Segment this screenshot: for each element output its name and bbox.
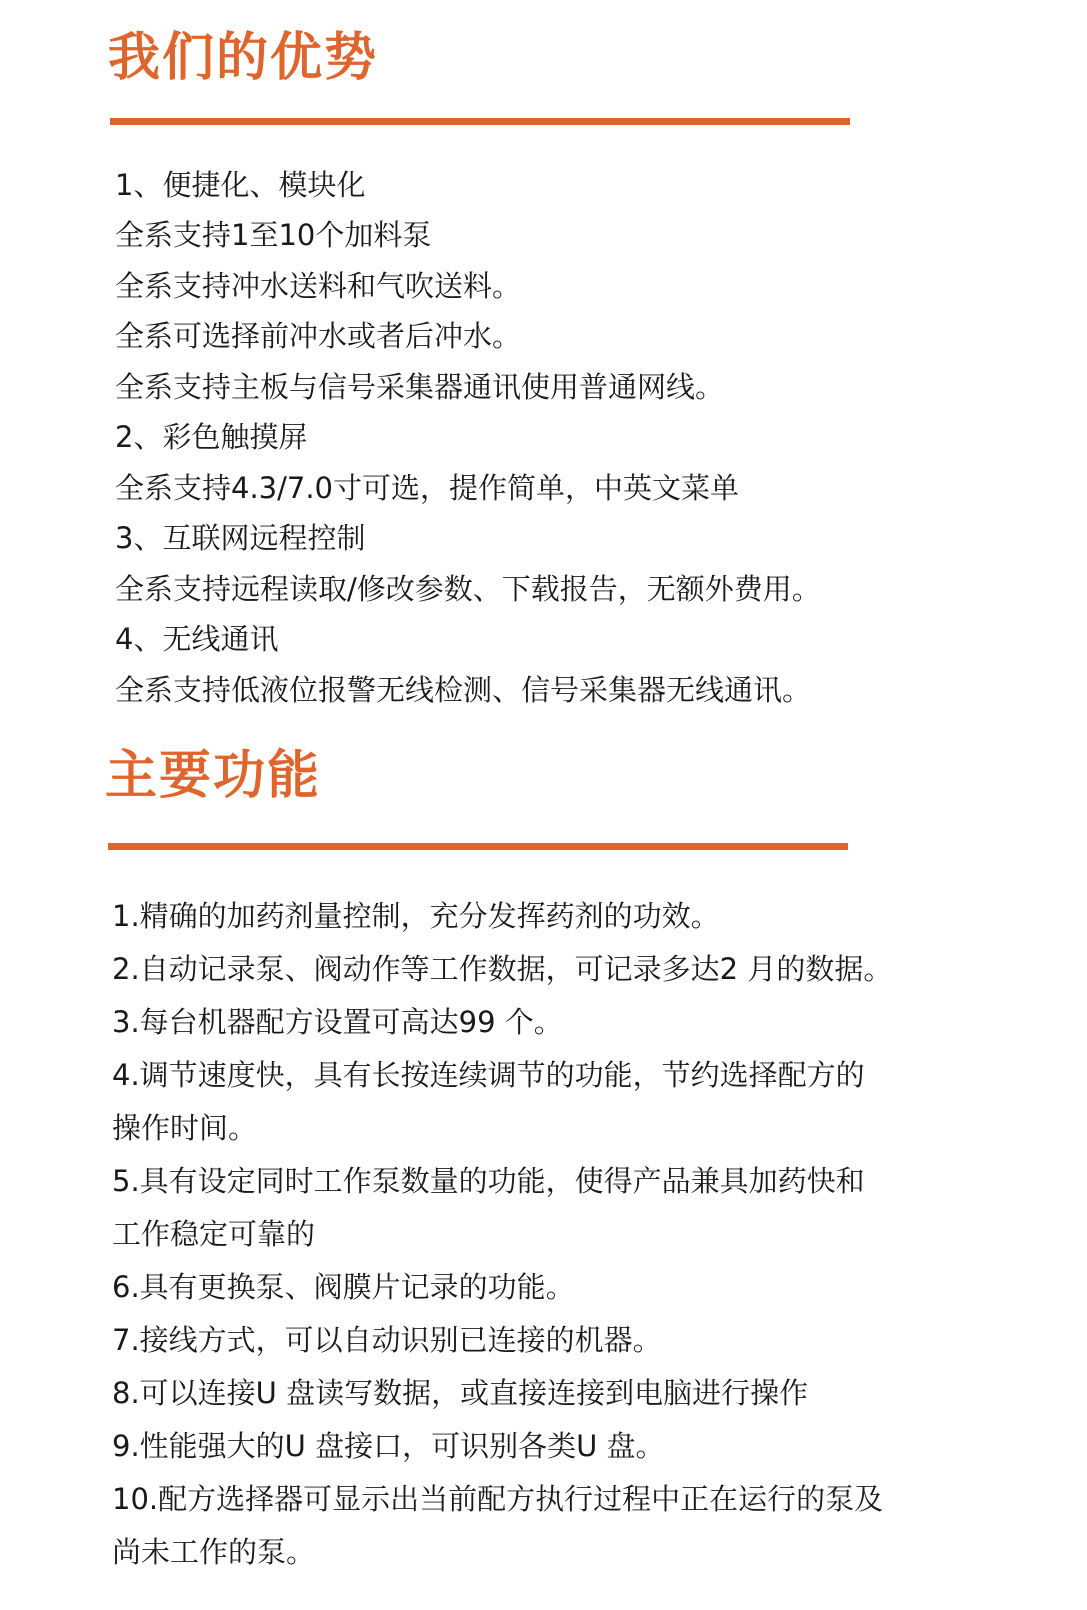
- list-item: 工作稳定可靠的: [112, 1217, 316, 1251]
- list-item: 全系支持主板与信号采集器通讯使用普通网线。: [115, 369, 725, 404]
- list-item: 3.每台机器配方设置可高达99 个。: [112, 1005, 563, 1039]
- list-item: 全系支持远程读取/修改参数、下载报告，无额外费用。: [115, 571, 821, 606]
- list-item: 6.具有更换泵、阀膜片记录的功能。: [112, 1270, 575, 1304]
- list-item: 4.调节速度快，具有长按连续调节的功能，节约选择配方的: [112, 1058, 865, 1092]
- functions-divider: [108, 843, 848, 850]
- list-item: 5.具有设定同时工作泵数量的功能，使得产品兼具加药快和: [112, 1164, 865, 1198]
- list-item: 7.接线方式，可以自动识别已连接的机器。: [112, 1323, 662, 1357]
- list-item: 全系可选择前冲水或者后冲水。: [115, 319, 522, 354]
- advantages-title: 我们的优势: [108, 28, 379, 88]
- list-item: 1、便捷化、模块化: [115, 167, 366, 202]
- advantages-list: [115, 160, 821, 716]
- functions-list: [112, 890, 892, 1579]
- list-item: 2.自动记录泵、阀动作等工作数据，可记录多达2 月的数据。: [112, 952, 893, 986]
- list-item: 全系支持低液位报警无线检测、信号采集器无线通讯。: [115, 672, 812, 707]
- list-item: 2、彩色触摸屏: [115, 420, 308, 455]
- list-item: 操作时间。: [112, 1111, 258, 1145]
- list-item: 4、无线通讯: [115, 622, 279, 657]
- list-item: 全系支持1至10个加料泵: [115, 218, 432, 253]
- list-item: 8.可以连接U 盘读写数据，或直接连接到电脑进行操作: [112, 1376, 809, 1410]
- list-item: 全系支持冲水送料和气吹送料。: [115, 268, 522, 303]
- list-item: 3、互联网远程控制: [115, 521, 366, 556]
- functions-title: 主要功能: [105, 746, 322, 806]
- advantages-divider: [110, 118, 850, 125]
- list-item: 全系支持4.3/7.0寸可选，提作简单，中英文菜单: [115, 470, 740, 505]
- list-item: 尚未工作的泵。: [112, 1535, 316, 1569]
- list-item: 9.性能强大的U 盘接口，可识别各类U 盘。: [112, 1429, 665, 1463]
- list-item: 10.配方选择器可显示出当前配方执行过程中正在运行的泵及: [112, 1482, 884, 1516]
- list-item: 1.精确的加药剂量控制，充分发挥药剂的功效。: [112, 899, 720, 933]
